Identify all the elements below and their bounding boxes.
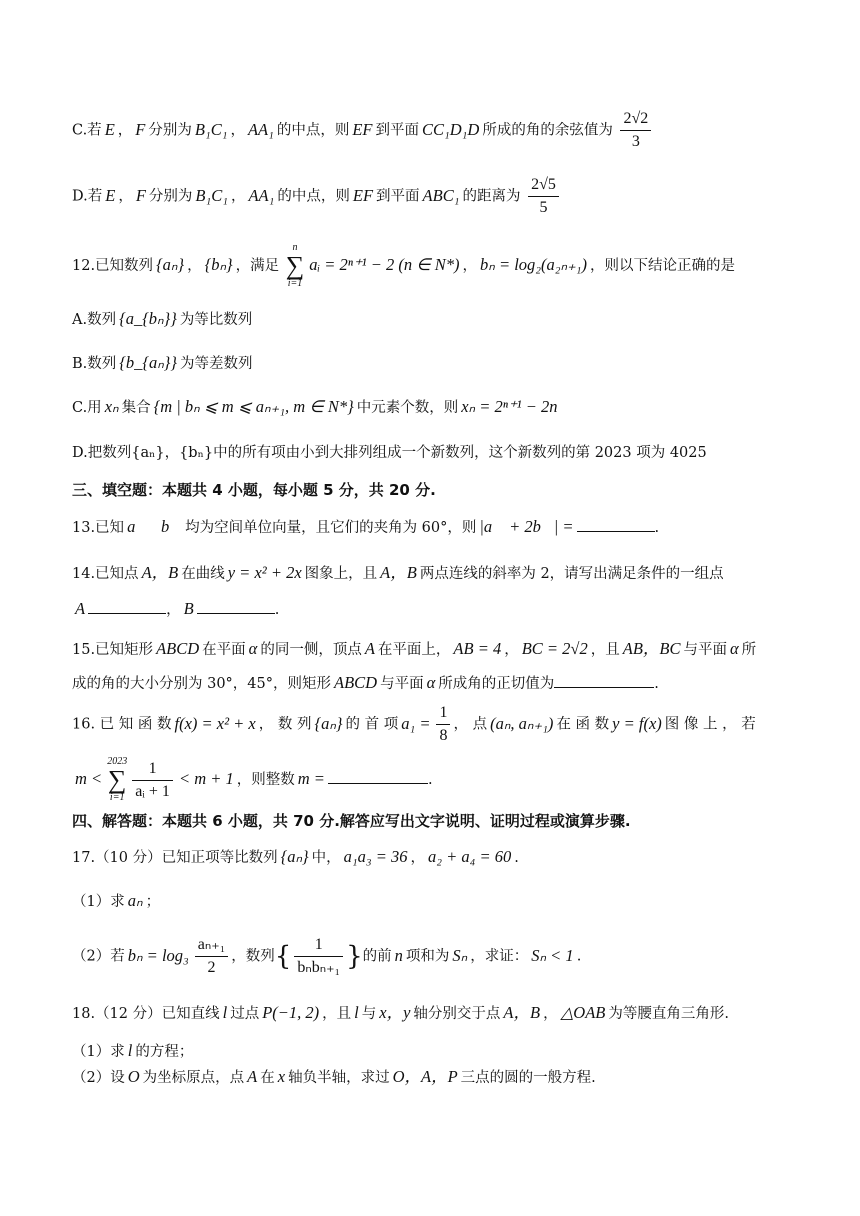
- text: 图象上，且: [304, 566, 378, 582]
- text: C.用: [72, 400, 102, 416]
- fraction: [294, 934, 343, 979]
- left-brace-icon: {: [274, 941, 292, 972]
- math: (aₙ, aₙ₊₁): [490, 713, 554, 733]
- denominator: 2: [207, 959, 216, 976]
- numerator: 1: [436, 702, 450, 725]
- math: B₁C₁: [194, 119, 228, 139]
- q16-line2: [72, 756, 804, 804]
- math: < m + 1: [178, 769, 234, 788]
- text: 与: [361, 1006, 377, 1022]
- math: A: [247, 1067, 258, 1086]
- math: O: [127, 1067, 140, 1086]
- text: 与平面: [380, 676, 424, 692]
- text: D.若: [72, 188, 103, 205]
- text: 为坐标原点，点: [142, 1070, 245, 1086]
- math: {aₙ}: [280, 847, 309, 866]
- answer-blank-a[interactable]: [88, 599, 166, 614]
- math: E: [104, 119, 115, 139]
- math: x，y: [379, 1003, 411, 1022]
- q17-stem: [72, 846, 804, 869]
- text: 集合: [121, 400, 151, 416]
- math: A: [75, 599, 86, 618]
- math: F: [135, 119, 146, 139]
- math: y = f(x): [612, 713, 662, 733]
- text: .: [427, 772, 433, 788]
- math: Sₙ < 1: [531, 945, 574, 965]
- denominator: 5: [539, 199, 548, 216]
- math: ABCD: [156, 639, 200, 658]
- math: a₁ =: [401, 713, 431, 733]
- text: 18.（12 分）已知直线: [72, 1006, 220, 1022]
- text: ；: [145, 894, 161, 910]
- math: A，B: [141, 563, 179, 582]
- answer-blank-b[interactable]: [197, 599, 275, 614]
- math: y = x² + 2x: [227, 563, 302, 582]
- text: 过点: [230, 1006, 260, 1022]
- math: a₂ + a₄ = 60: [428, 847, 512, 866]
- text: .: [654, 520, 660, 536]
- math: |a⃗ + 2b⃗| =: [479, 517, 574, 536]
- math: AA₁: [248, 185, 275, 205]
- denominator: aᵢ + 1: [135, 782, 170, 800]
- math: α: [426, 673, 436, 692]
- denominator: bₙbₙ₊₁: [297, 959, 341, 976]
- text: ，则以下结论正确的是: [590, 258, 736, 274]
- q11-option-d: D.若 E ， F 分别为 B₁C₁ ， AA₁ 的中点，则 EF 到平面 ABC₁ 的距离为 $\frac{2√5}{5}$: [72, 174, 804, 219]
- text: 分别为: [148, 122, 192, 139]
- numerator: 1: [132, 758, 173, 781]
- text: ，则整数: [236, 772, 295, 788]
- q12-option-c: [72, 396, 804, 419]
- q15-line1: [72, 638, 804, 661]
- math: AA₁: [247, 119, 274, 139]
- sigma-icon: ∑: [107, 765, 127, 794]
- math: n: [394, 945, 403, 965]
- math: A: [364, 639, 375, 658]
- math: {b_{aₙ}}: [119, 353, 177, 372]
- math: F: [135, 185, 146, 205]
- math: EF: [352, 119, 373, 139]
- q18-part1: [72, 1040, 804, 1063]
- text: 的 首 项: [345, 716, 399, 733]
- text: ，: [543, 1006, 558, 1022]
- text: ， 数 列: [258, 716, 312, 733]
- text: 为等腰直角三角形.: [608, 1006, 729, 1022]
- numerator: aₙ₊₁: [195, 934, 229, 957]
- text: 13.已知: [72, 520, 125, 536]
- text: 在: [260, 1070, 275, 1086]
- text: 轴负半轴，求过: [288, 1070, 390, 1086]
- text: A.数列: [72, 312, 117, 328]
- fraction: [195, 934, 229, 979]
- math: {m | bₙ ⩽ m ⩽ aₙ₊₁, m ∈ N*}: [153, 397, 354, 416]
- text: 在 函 数: [556, 716, 610, 733]
- text: ，且: [590, 642, 620, 658]
- math: CC₁D₁D: [422, 119, 480, 139]
- text: 在平面上，: [377, 642, 451, 658]
- math: α: [248, 639, 258, 658]
- q18-stem: [72, 1002, 804, 1025]
- section-4-heading: 四、解答题：本题共 6 小题，共 70 分.解答应写出文字说明、证明过程或演算步骤.: [72, 812, 631, 830]
- text: 在平面: [202, 642, 246, 658]
- q18-part2: [72, 1066, 804, 1089]
- q11-option-c: C.若 E ， F 分别为 B₁C₁ ， AA₁ 的中点，则 EF 到平面 CC₁D₁D 所成的角的余弦值为 $\frac{2√2}{3}$: [72, 108, 804, 153]
- math: bₙ = log₂(a₂ₙ₊₁): [480, 255, 588, 274]
- math: ABC₁: [422, 185, 460, 205]
- text: C.若: [72, 122, 102, 139]
- fraction: [620, 108, 651, 153]
- math: B₁C₁: [195, 185, 228, 205]
- q13: [72, 516, 804, 539]
- text: 的距离为: [462, 188, 521, 205]
- math: bₙ = log₃: [127, 945, 189, 965]
- answer-blank[interactable]: [577, 517, 655, 532]
- text: ，满足: [235, 258, 280, 274]
- text: （2）设: [72, 1070, 125, 1086]
- q12-stem: 12.已知数列 {aₙ} ， {bₙ} ，满足 n ∑ i=1 aᵢ = 2ⁿ⁺¹ − 2 (n ∈ N*) ， bₙ = log₂(a₂ₙ₊₁) ，则以下结论正确的是: [72, 242, 736, 289]
- text: 轴分别交于点: [413, 1006, 501, 1022]
- math: xₙ: [104, 397, 119, 416]
- math: BC = 2√2: [521, 639, 588, 658]
- text: 的中点，则: [277, 188, 350, 205]
- text: .: [274, 602, 280, 618]
- sum-upper: n: [292, 242, 298, 253]
- text: ，且: [322, 1006, 352, 1022]
- text: （1）求: [72, 1044, 125, 1060]
- text: 成的角的大小分别为 30°，45°，则矩形: [72, 676, 332, 692]
- text: ，: [166, 602, 181, 618]
- fraction: [528, 174, 559, 219]
- numerator: 2√2: [620, 108, 651, 131]
- math: a⃗，b⃗: [127, 517, 183, 536]
- text: .: [654, 676, 659, 692]
- math: aₙ: [127, 891, 143, 910]
- math: O，A，P: [392, 1067, 458, 1086]
- denominator: 8: [439, 727, 448, 744]
- text: 所成角的正切值为: [438, 676, 555, 692]
- q17-part1: [72, 890, 804, 913]
- q16-line1: [72, 702, 804, 747]
- fraction: [436, 702, 450, 747]
- text: 均为空间单位向量，且它们的夹角为 60°，则: [185, 520, 477, 536]
- text: 项和为: [405, 948, 450, 965]
- text: ，求证：: [470, 948, 529, 965]
- section-3-heading: 三、填空题：本题共 4 小题，每小题 5 分，共 20 分.: [72, 481, 436, 499]
- text: 的前: [362, 948, 392, 965]
- text: .: [576, 948, 582, 965]
- text: ，: [410, 850, 426, 866]
- q12-option-a: [72, 308, 804, 331]
- fraction: [132, 758, 173, 803]
- math: AB，BC: [622, 639, 681, 658]
- math: Sₙ: [452, 945, 468, 965]
- text: 两点连线的斜率为 2，请写出满足条件的一组点: [419, 566, 724, 582]
- text: 的中点，则: [276, 122, 350, 139]
- summation: [286, 242, 305, 290]
- math: {aₙ}: [314, 713, 343, 733]
- text: 中，: [311, 850, 341, 866]
- math: A，B: [380, 563, 417, 582]
- text: 的方程；: [135, 1044, 194, 1060]
- math: EF: [352, 185, 374, 205]
- math: l: [354, 1003, 359, 1022]
- q17-part2: [72, 934, 804, 979]
- text: 所成的角的余弦值为: [482, 122, 613, 139]
- text: ，: [504, 642, 519, 658]
- numerator: 1: [294, 934, 343, 957]
- text: ，数列: [231, 948, 275, 965]
- math: △OAB: [560, 1003, 606, 1022]
- text: 17.（10 分）已知正项等比数列: [72, 850, 278, 866]
- text: 到平面: [375, 122, 420, 139]
- text: 与平面: [683, 642, 727, 658]
- math: {aₙ}: [156, 255, 185, 274]
- text: 为等差数列: [179, 356, 253, 372]
- text: 16. 已 知 函 数: [72, 716, 172, 733]
- math: {bₙ}: [204, 255, 233, 274]
- text: .: [514, 850, 519, 866]
- math: x: [277, 1067, 286, 1086]
- answer-blank[interactable]: [554, 673, 654, 688]
- math: A，B: [503, 1003, 541, 1022]
- text: （2）若: [72, 948, 125, 965]
- math: P(−1, 2): [262, 1003, 320, 1022]
- math: ABCD: [334, 673, 378, 692]
- text: 到平面: [376, 188, 420, 205]
- math: m <: [75, 769, 103, 788]
- denominator: 3: [631, 133, 640, 150]
- math: m =: [297, 769, 325, 788]
- math: a₁a₃ = 36: [343, 847, 408, 866]
- sum-upper: 2023: [107, 756, 128, 767]
- sum-lower: i=1: [109, 792, 125, 803]
- text: B.数列: [72, 356, 117, 372]
- text: 15.已知矩形: [72, 642, 154, 658]
- text: 的同一侧，顶点: [260, 642, 362, 658]
- q12-option-b: [72, 352, 804, 375]
- text: 所: [741, 642, 757, 658]
- summation: [107, 756, 127, 804]
- answer-blank[interactable]: [328, 769, 428, 784]
- sum-lower: i=1: [287, 278, 303, 289]
- q14-line2: [72, 598, 804, 621]
- q14-line1: [72, 562, 804, 585]
- math: l: [127, 1041, 133, 1060]
- math: E: [105, 185, 116, 205]
- math: {a_{bₙ}}: [119, 309, 177, 328]
- text: ， 点: [453, 716, 488, 733]
- math: B: [183, 599, 194, 618]
- math: aᵢ = 2ⁿ⁺¹ − 2 (n ∈ N*): [309, 255, 460, 274]
- q15-line2: [72, 672, 804, 695]
- text: 三点的圆的一般方程.: [460, 1070, 596, 1086]
- text: 为等比数列: [179, 312, 253, 328]
- text: 分别为: [148, 188, 193, 205]
- text: 图 像 上 ， 若: [664, 716, 756, 733]
- text: 12.已知数列: [72, 258, 154, 274]
- math: f(x) = x² + x: [174, 713, 256, 733]
- numerator: 2√5: [528, 174, 559, 197]
- math: α: [730, 639, 739, 658]
- right-brace-icon: }: [346, 941, 363, 972]
- text: 中元素个数，则: [356, 400, 459, 416]
- q12-option-d: [72, 442, 804, 464]
- math: xₙ = 2ⁿ⁺¹ − 2n: [461, 397, 558, 416]
- sigma-icon: ∑: [285, 251, 305, 280]
- text: （1）求: [72, 894, 125, 910]
- math: l: [222, 1003, 228, 1022]
- math: AB = 4: [453, 639, 502, 658]
- text: 14.已知点: [72, 566, 139, 582]
- text: D.把数列{aₙ}，{bₙ}中的所有项由小到大排列组成一个新数列，这个新数列的第 2023 项为 4025: [72, 445, 707, 461]
- text: 在曲线: [181, 566, 225, 582]
